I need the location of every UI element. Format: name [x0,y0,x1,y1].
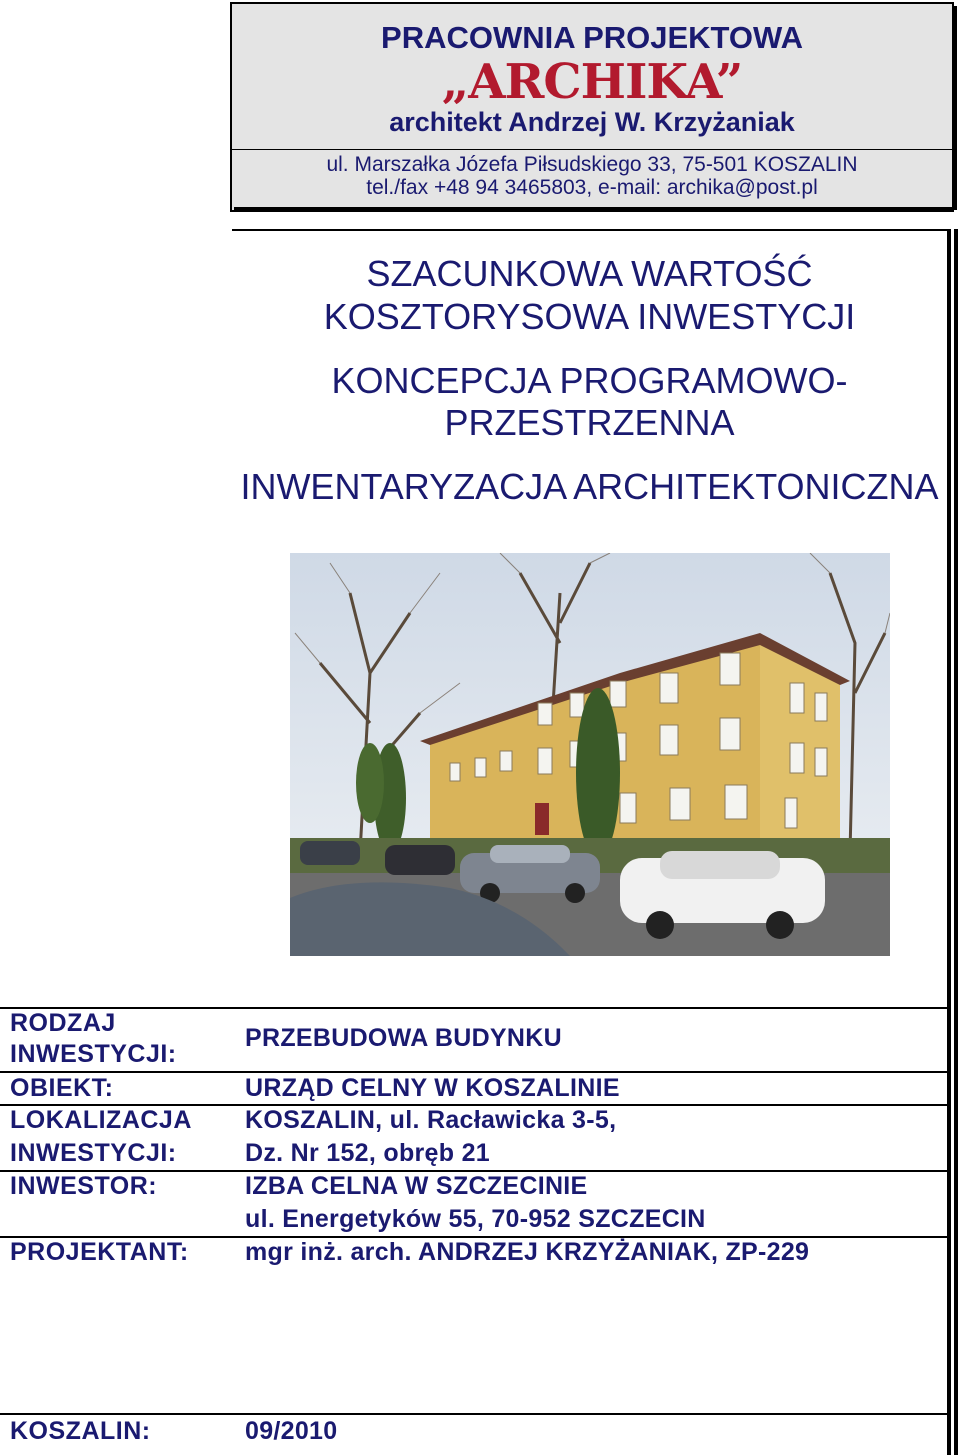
rule-after-type [0,1071,948,1073]
location-label: LOKALIZACJA [10,1106,192,1134]
type-label-cont: INWESTYCJI: [10,1040,177,1068]
object-value: URZĄD CELNY W KOSZALINIE [245,1074,620,1102]
subtitle-line-3: INWENTARYZACJA ARCHITEKTONICZNA [240,466,939,507]
location-label-cont: INWESTYCJI: [10,1139,177,1167]
type-label: RODZAJ [10,1009,116,1037]
designer-label: PROJEKTANT: [10,1238,189,1266]
brand-logo: „ARCHIKA” [441,54,743,110]
architect-name: architekt Andrzej W. Krzyżaniak [389,107,795,137]
details-top-rule [0,1007,948,1009]
subtitle-line-1: KONCEPCJA PROGRAMOWO- [331,360,848,401]
title-line-2: KOSZTORYSOWA INWESTYCJI [323,296,856,337]
studio-header [230,2,954,212]
studio-contact: tel./fax +48 94 3465803, e-mail: archika@post.pl [366,176,818,199]
header-shadow-right [952,6,957,210]
studio-name: PRACOWNIA PROJEKTOWA [381,20,803,55]
footer-rule [0,1413,948,1415]
header-shadow-bottom [234,207,957,210]
designer-value: mgr inż. arch. ANDRZEJ KRZYŻANIAK, ZP-229 [245,1238,810,1266]
frame-top-border [232,229,951,231]
investor-value: IZBA CELNA W SZCZECINIE [245,1172,588,1200]
location-value: KOSZALIN, ul. Racławicka 3-5, [245,1106,617,1134]
title-line-1: SZACUNKOWA WARTOŚĆ [366,253,813,294]
investor-address: ul. Energetyków 55, 70-952 SZCZECIN [245,1205,706,1233]
studio-address: ul. Marszałka Józefa Piłsudskiego 33, 75-501 KOSZALIN [326,153,858,176]
building-illustration [290,553,890,956]
investor-label: INWESTOR: [10,1172,158,1200]
frame-right-border-outer [954,229,958,1455]
frame-right-border [947,229,951,1455]
footer-date: 09/2010 [245,1417,338,1445]
header-divider [232,149,952,150]
footer-place: KOSZALIN: [10,1417,151,1445]
type-value: PRZEBUDOWA BUDYNKU [245,1024,562,1052]
building-photo [290,553,890,956]
object-label: OBIEKT: [10,1074,114,1102]
location-value-cont: Dz. Nr 152, obręb 21 [245,1139,490,1167]
subtitle-line-2: PRZESTRZENNA [444,402,735,443]
